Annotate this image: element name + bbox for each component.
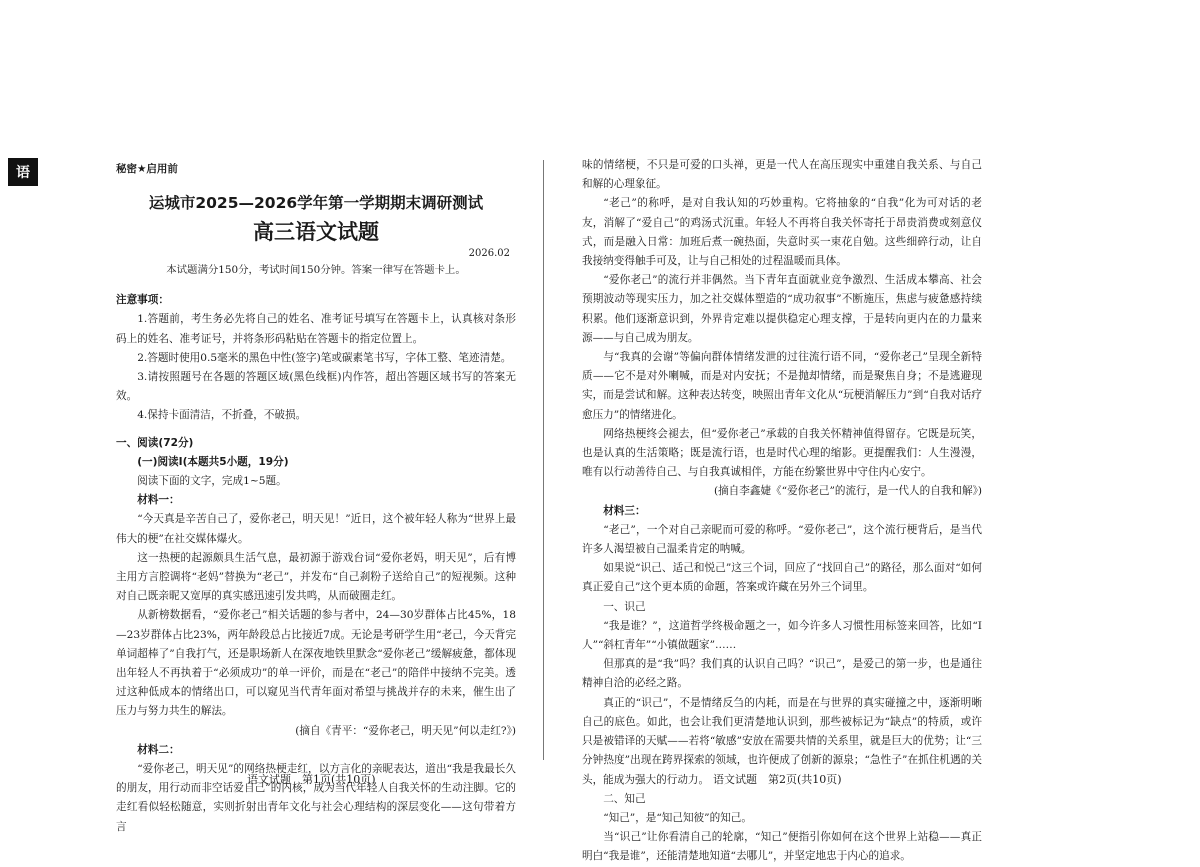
material2-para: 味的情绪梗，不只是可爱的口头禅，更是一代人在高压现实中重建自我关系、与自己和解的心理象征。 xyxy=(582,159,982,191)
material3-title: 材料三： xyxy=(603,504,646,517)
page-2 xyxy=(582,156,982,867)
item1-para: 但那真的是“我”吗？我们真的认识自己吗？“识己”，是爱己的第一步，也是通往精神自洽的必经之路。 xyxy=(582,658,982,690)
secret-label: 秘密★启用前 xyxy=(116,163,178,175)
material2-para: “老己”的称呼，是对自我认知的巧妙重构。它将抽象的“自我”化为可对话的老友，消解了“爱自己”的鸡汤式沉重。年轻人不再将自我关怀寄托于昂贵消费或刻意仪式，而是融入日常：加班后煮一碗热面，失意时买一束花自勉。这些细碎行动，让自我接纳变得触手可及，让与自己相处的过程温暖而具体。 xyxy=(582,197,982,268)
exam-intro: 本试题满分150分，考试时间150分钟。答案一律写在答题卡上。 xyxy=(166,264,466,277)
material1-para: 这一热梗的起源颇具生活气息，最初源于游戏台词“爱你老妈，明天见”，后有博主用方言腔调将“老妈”替换为“老己”，并发布“自己刹粉子送给自己”的短视频。这种对自己既亲昵又宽厚的真实感迅速引发共鸣，从而破圈走红。 xyxy=(116,551,516,603)
material2-para: 网络热梗终会褪去，但“爱你老己”承载的自我关怀精神值得留存。它既是玩笑，也是认真的生活策略；既是流行语，也是时代心理的缩影。更提醒我们：人生漫漫，唯有以行动善待自己、与自我真诚相伴，方能在纷繁世界中守住内心安宁。 xyxy=(582,427,982,479)
page-divider xyxy=(543,160,544,760)
material1-para: “今天真是辛苦自己了，爱你老己，明天见！”近日，这个被年轻人称为“世界上最伟大的梗”在社交媒体爆火。 xyxy=(116,513,516,545)
material2-para: “爱你老己，明天见”的网络热梗走红，以方言化的亲昵表达，道出“我是我最长久的朋友，用行动而非空话爱自己”的内核，成为当代年轻人自我关怀的生动注脚。它的走红看似轻松随意，实则折射出青年文化与社会心理结构的深层变化——这句带着方言 xyxy=(116,763,516,833)
subject-tab: 语 xyxy=(8,158,38,186)
note-item: 4.保持卡面清洁，不折叠，不破损。 xyxy=(137,409,307,422)
material2-para: “爱你老己”的流行并非偶然。当下青年直面就业竞争激烈、生活成本攀高、社会预期波动等现实压力，加之社交媒体塑造的“成功叙事”不断施压，焦虑与疲惫感持续积累。他们逐渐意识到，外界肯定难以提供稳定心理支撑，于是转向更内在的力量来源——与自己成为朋友。 xyxy=(582,274,982,344)
material1-para: 从新榜数据看，“爱你老己”相关话题的参与者中，24—30岁群体占比45%，18—23岁群体占比23%，两年龄段总占比接近7成。无论是考研学生用“老己，今天背完单词超棒了”自我打气，还是职场新人在深夜地铁里默念“爱你老己”缓解疲惫，都体现出年轻人不再执着于“必须成功”的单一评价，而是在“老己”的陪伴中接纳不完美。透过这种低成本的情绪出口，可以窥见当代青年面对希望与挑战并存的未来，催生出了压力与努力共生的解法。 xyxy=(116,609,516,718)
item1-title: 一、识己 xyxy=(603,600,646,613)
material2-source: (摘自李鑫婕《“爱你老己”的流行，是一代人的自我和解》) xyxy=(713,485,982,498)
page-2-footer: 语文试题 第2页(共10页) xyxy=(713,773,842,786)
item1-para: 真正的“识己”，不是情绪反刍的内耗，而是在与世界的真实碰撞之中，逐渐明晰自己的底色。如此，也会让我们更清楚地认识到，那些被标记为“缺点”的特质，或许只是被错译的天赋——若将“敏感”安放在需要共情的关系里，就是巨大的优势；让“三分钟热度”出现在跨界探索的领域，也许便成了创新的源泉；“急性子”在抓住机遇的关头，能成为强大的行动力。 xyxy=(582,696,982,786)
paper-title: 高三语文试题 xyxy=(253,219,379,245)
section-heading: 一、阅读(72分) xyxy=(116,436,194,449)
note-item: 2.答题时使用0.5毫米的黑色中性(签字)笔或碳素笔书写，字体工整、笔迹清楚。 xyxy=(137,351,512,364)
note-item: 3.请按照题号在各题的答题区域(黑色线框)内作答，超出答题区域书写的答案无效。 xyxy=(116,371,516,403)
subsection-heading: (一)阅读Ⅰ(本题共5小题，19分) xyxy=(137,455,289,468)
exam-date: 2026.02 xyxy=(468,248,510,260)
material1-title: 材料一： xyxy=(137,494,180,507)
instruction: 阅读下面的文字，完成1~5题。 xyxy=(137,475,287,488)
item2-title: 二、知己 xyxy=(603,792,646,805)
page-1-footer: 语文试题 第1页(共10页) xyxy=(247,773,376,786)
material1-source: (摘自《青平：“爱你老己，明天见”何以走红?》) xyxy=(295,724,516,737)
page-1 xyxy=(116,152,516,837)
material3-para: “老己”，一个对自己亲昵而可爱的称呼。“爱你老己”，这个流行梗背后，是当代许多人渴望被自己温柔肯定的呐喊。 xyxy=(582,523,982,556)
material2-para: 与“我真的会谢”等偏向群体情绪发泄的过往流行语不同，“爱你老己”呈现全新特质——它不是对外喇喊，而是对内安抚；不是抛却情绪，而是聚焦自身；不是逃避现实，而是尝试和解。这种表达转变，映照出青年文化从“玩梗消解压力”到“自我对话疗愈压力”的情绪进化。 xyxy=(582,351,982,421)
material2-title: 材料二： xyxy=(137,743,180,756)
exam-title: 运城市2025—2026学年第一学期期末调研测试 xyxy=(148,194,484,213)
note-item: 1.答题前，考生务必先将自己的姓名、准考证号填写在答题卡上，认真核对条形码上的姓名、准考证号，并将条形码粘贴在答题卡的指定位置上。 xyxy=(116,313,516,345)
material3-para: 如果说“识己、适己和悦己”这三个词，回应了“找回自己”的路径，那么面对“如何真正爱自己”这个更本质的命题，答案或许藏在另外三个词里。 xyxy=(582,562,982,594)
notes-title: 注意事项： xyxy=(116,294,169,307)
item2-para: 当“识己”让你看清自己的轮廓，“知己”便指引你如何在这个世界上站稳——真正明白“我是谁”，还能清楚地知道“去哪儿”，并坚定地忠于内心的追求。 xyxy=(582,831,982,863)
item2-para: “知己”，是“知己知彼”的知己。 xyxy=(603,811,752,824)
item1-para: “我是谁？”，这道哲学终极命题之一，如今许多人习惯性用标签来回答，比如“I人”“斜杠青年”“小镇做题家”…… xyxy=(582,619,982,652)
